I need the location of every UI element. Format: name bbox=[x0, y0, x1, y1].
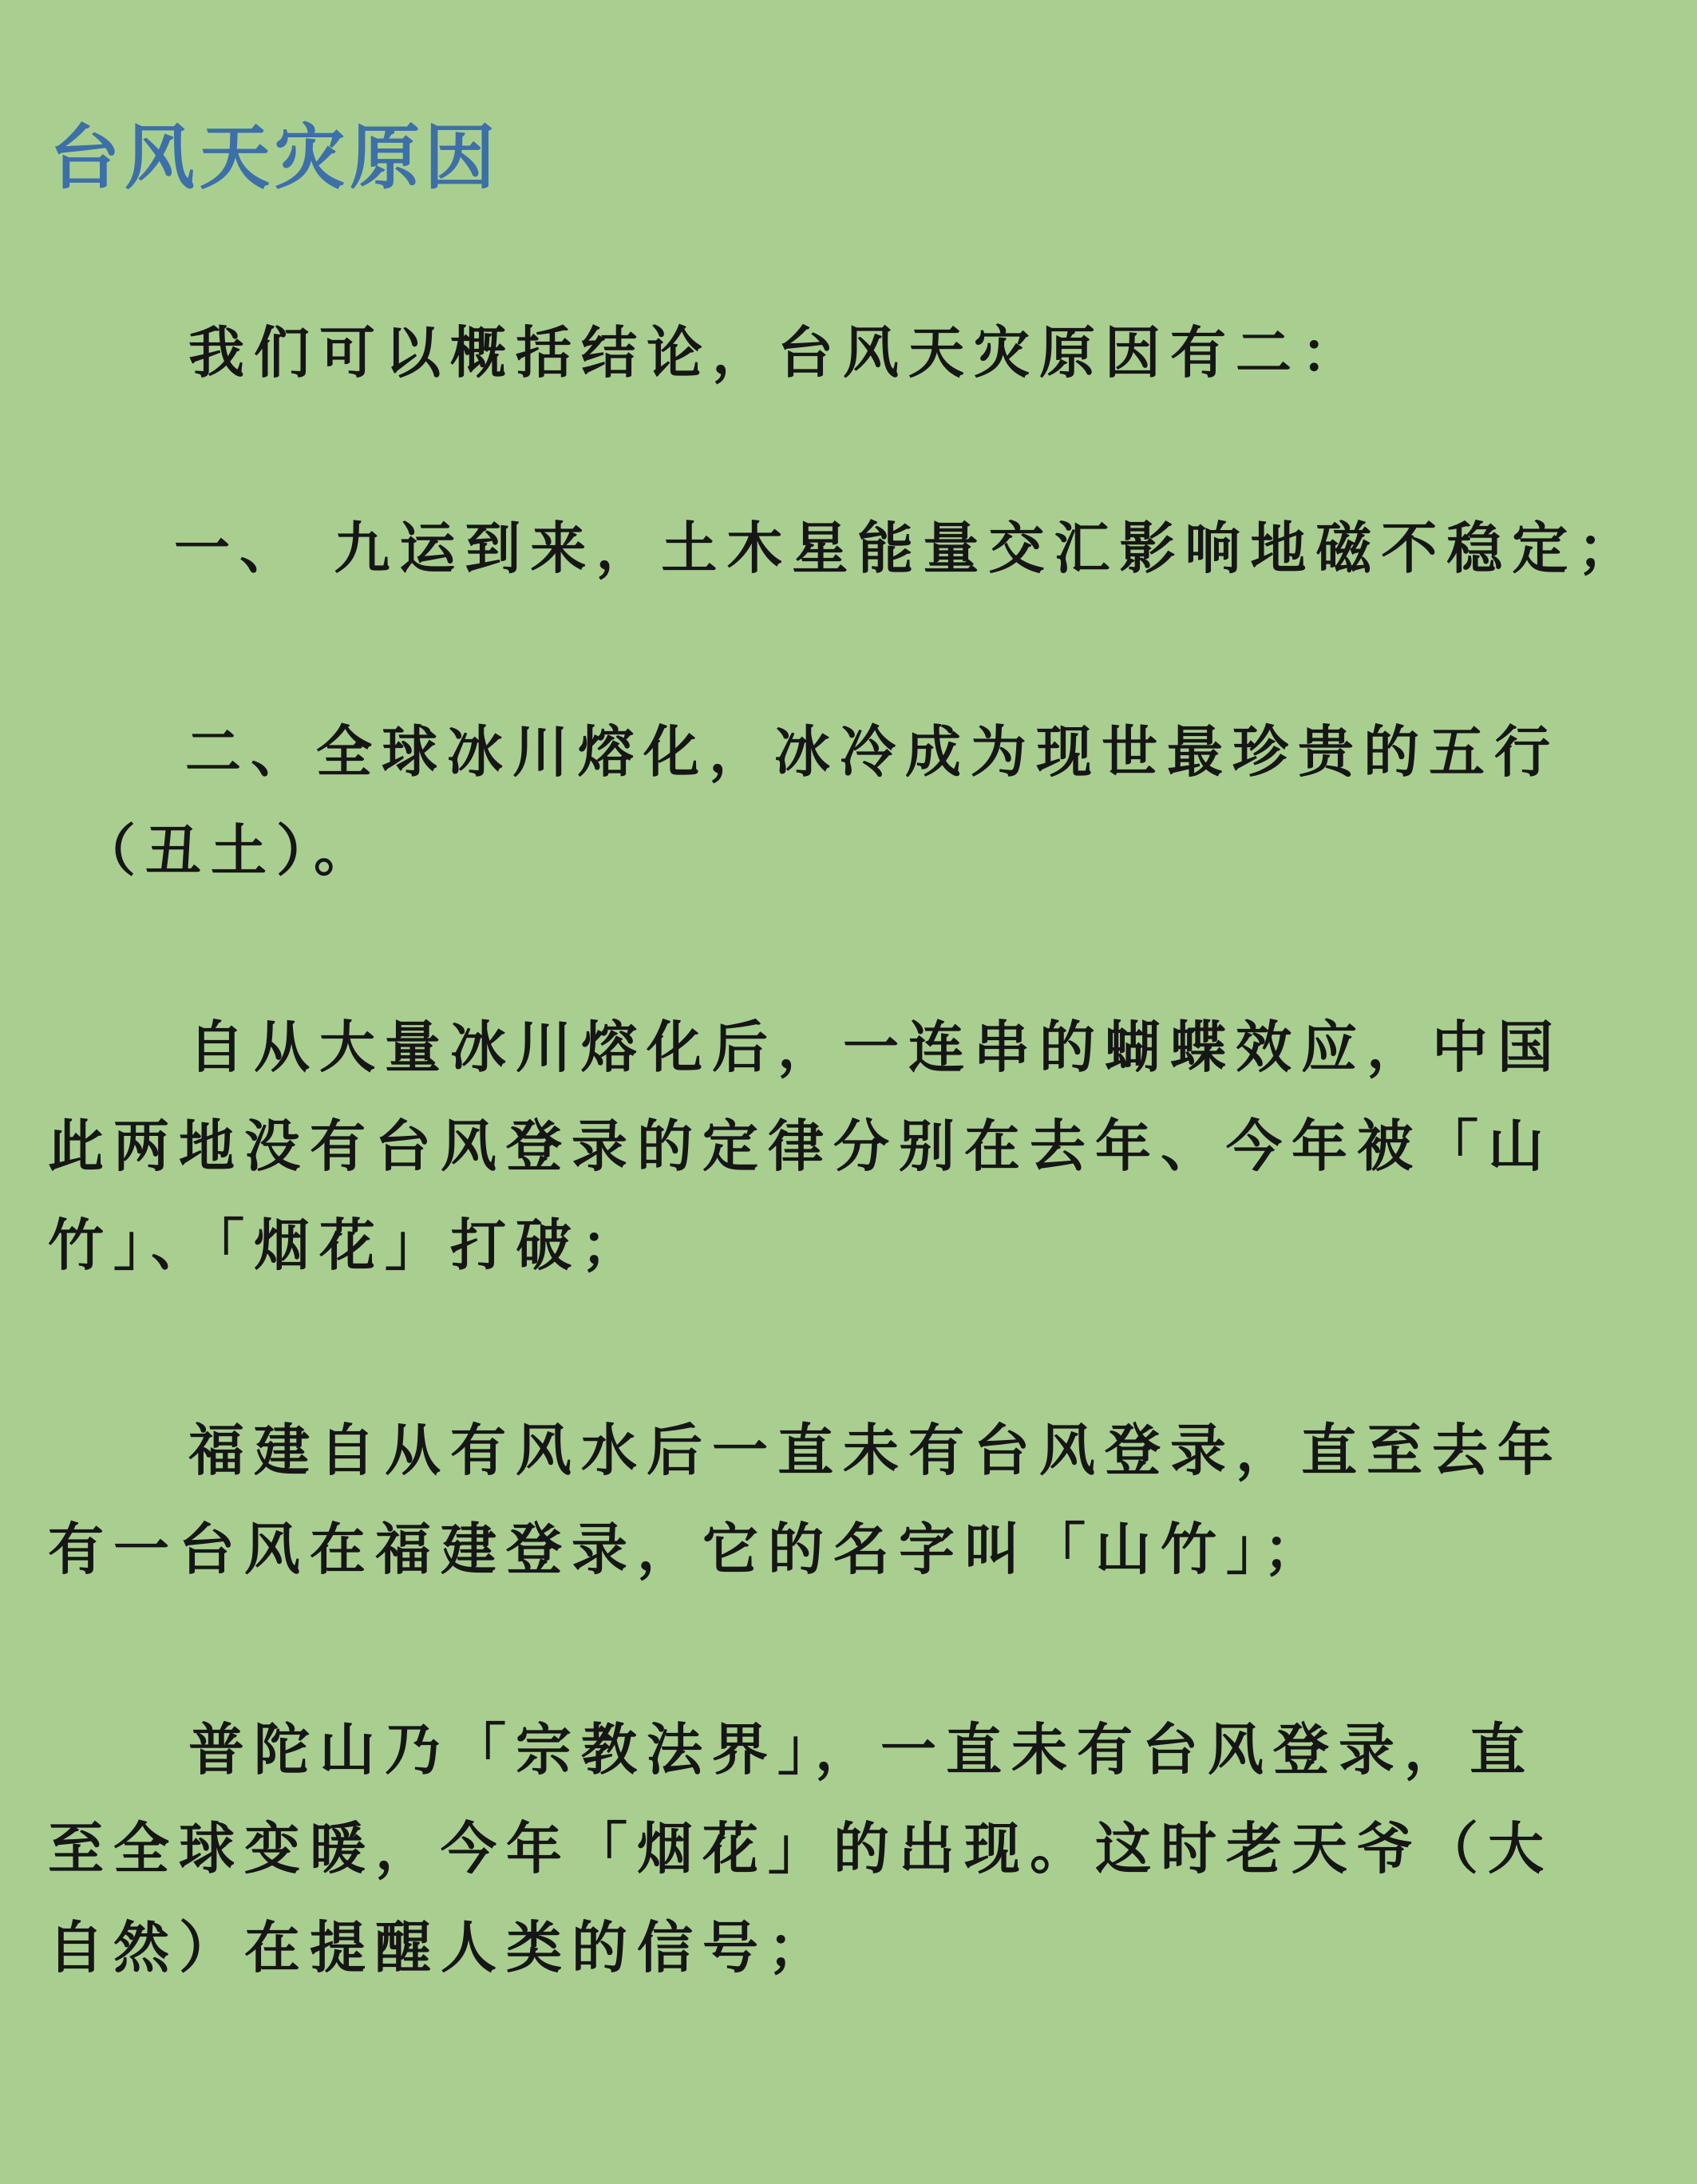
paragraph-butterfly-effect bbox=[48, 998, 1563, 1295]
paragraph-reason-two bbox=[80, 702, 1560, 900]
paragraph-line: 此两地没有台风登录的定律分别在去年、今年被「山 bbox=[48, 1114, 1553, 1179]
paragraph-putuoshan bbox=[48, 1700, 1553, 1997]
paragraph-line: 福建自从有风水后一直未有台风登录，直至去年 bbox=[188, 1418, 1563, 1483]
paragraph-fujian bbox=[48, 1401, 1563, 1599]
paragraph-line: 有一台风在福建登录，它的名字叫「山竹」； bbox=[48, 1517, 1329, 1582]
paragraph-line: 一、 九运到来，土木星能量交汇影响地磁不稳定； bbox=[174, 516, 1644, 581]
paragraph-line: 二、全球冰川熔化，冰冷成为现世最珍贵的五行 bbox=[185, 719, 1560, 785]
paragraph-line: （丑土）。 bbox=[80, 818, 379, 884]
paragraph-line: 自从大量冰川熔化后，一连串的蝴蝶效应，中国 bbox=[188, 1015, 1563, 1080]
paragraph-reason-one bbox=[174, 499, 1643, 598]
paragraph-line: 自然）在提醒人类的信号； bbox=[48, 1915, 833, 1980]
paragraph-line: 竹」、「烟花」打破； bbox=[48, 1213, 647, 1278]
paragraph-line: 我们可以概括结论，台风天灾原因有二： bbox=[188, 320, 1367, 386]
paragraph-line: 至全球变暖，今年「烟花」的出现。这时老天爷（大 bbox=[48, 1816, 1553, 1881]
page-title: 台风天灾原因 bbox=[49, 117, 500, 199]
paragraph-intro bbox=[188, 303, 1367, 402]
paragraph-line: 普陀山乃「宗教法界」，一直未有台风登录，直 bbox=[188, 1717, 1535, 1782]
